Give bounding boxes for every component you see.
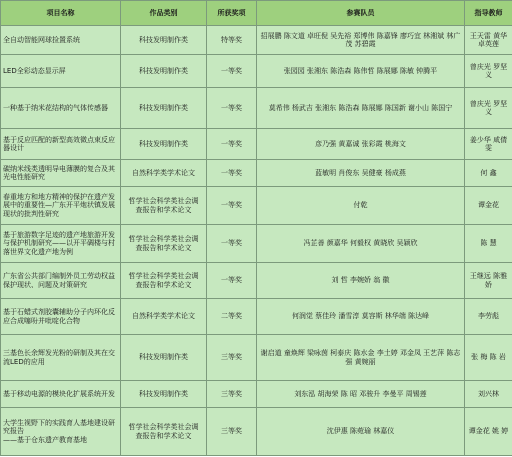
table-row (1, 187, 512, 225)
members-cell: 张园园 张湘东 陈浩森 陈伟哲 陈展娜 陈敏 钟腾平 (257, 55, 465, 88)
project-name-line: 基于旅游数字足迹的遗产地旅游开发与保护机制研究——以开平碉楼与村落世界文化遗产地为例 (3, 230, 115, 256)
project-name-cell (1, 381, 121, 408)
project-name-line: 全自动智能网球捡置系统 (3, 35, 80, 44)
award-cell: 三等奖 (207, 381, 257, 408)
award-cell: 三等奖 (207, 408, 257, 456)
teacher-cell: 谭金花 姚 婷 (465, 408, 512, 456)
category-line: 自然科学类学术论文 (132, 168, 195, 177)
project-name-cell (1, 88, 121, 129)
teacher-cell: 曾庆光 罗坚义 (465, 88, 512, 129)
table-row (1, 129, 512, 160)
members-cell: 蓝敏明 肖俊东 吴健豪 杨成燕 (257, 160, 465, 187)
award-cell: 二等奖 (207, 299, 257, 335)
table-row (1, 88, 512, 129)
teacher-cell: 陈 慧 (465, 225, 512, 263)
members-cell: 刘东泓 胡海荣 陈 昭 邓骏升 李曼平 周锡莲 (257, 381, 465, 408)
project-name-cell (1, 26, 121, 55)
header-teacher: 指导教师 (465, 1, 512, 26)
project-name-line: 基于反应匹配的新型高效微点束反应器设计 (3, 135, 115, 152)
category-line: 哲学社会科学类社会调 (128, 272, 199, 280)
members-cell: 招展鹏 陈文道 卓旺倪 吴先裕 郑博伟 陈嘉锋 廖巧宜 林湘斌 林广茂 苏碧霞 (257, 26, 465, 55)
teacher-cell: 谭金花 (465, 187, 512, 225)
project-name-cell (1, 187, 121, 225)
project-name-line: 碳纳米线类透明导电薄膜的复合及其光电性能研究 (3, 164, 115, 181)
header-project-name: 项目名称 (1, 1, 121, 26)
award-cell: 一等奖 (207, 187, 257, 225)
category-cell (121, 225, 207, 263)
category-line: 哲学社会科学类社会调 (128, 423, 199, 431)
category-line: 自然科学类学术论文 (132, 312, 195, 321)
header-award: 所获奖项 (207, 1, 257, 26)
project-name-cell (1, 55, 121, 88)
members-cell: 何润觉 蔡佳玲 潘雪淳 莫容斯 林华端 陈达峰 (257, 299, 465, 335)
header-category: 作品类别 (121, 1, 207, 26)
table-row (1, 160, 512, 187)
category-line: 查报告和学术论文 (135, 243, 192, 252)
category-cell (121, 55, 207, 88)
project-name-line: LED全彩动态显示屏 (3, 66, 66, 75)
table-header-row (1, 1, 512, 26)
award-cell: 一等奖 (207, 129, 257, 160)
members-cell: 沈伊惠 陈菀瑜 林嘉仪 (257, 408, 465, 456)
members-cell: 莫希伟 杨武吉 张湘东 陈浩森 陈展娜 陈国新 谢小山 陈国宁 (257, 88, 465, 129)
category-line: 哲学社会科学类社会调 (128, 197, 199, 205)
project-name-line: 基于石蜡式剂胶囊辅助分子内环化反应合成噻吩并吡啶化合物 (3, 308, 115, 325)
award-cell: 特等奖 (207, 26, 257, 55)
project-name-cell (1, 225, 121, 263)
project-name-line: 基于移动电源的模块化扩展系统开发 (3, 389, 115, 398)
table-row (1, 55, 512, 88)
members-cell: 刘 哲 李婉娇 翁 徽 (257, 263, 465, 299)
category-line: 科技发明制作类 (139, 353, 188, 362)
category-line: 科技发明制作类 (139, 66, 188, 75)
table-row (1, 408, 512, 456)
project-name-line: 广东省公共部门编制外员工劳动权益保护现状、问题及对策研究 (3, 272, 115, 289)
category-line: 科技发明制作类 (139, 139, 188, 148)
category-cell (121, 88, 207, 129)
table-row (1, 299, 512, 335)
category-line: 科技发明制作类 (139, 389, 188, 398)
project-name-cell (1, 160, 121, 187)
category-line: 科技发明制作类 (139, 35, 188, 44)
teacher-cell: 何 鑫 (465, 160, 512, 187)
category-cell (121, 381, 207, 408)
teacher-cell: 曾庆光 罗坚义 (465, 55, 512, 88)
project-name-cell (1, 129, 121, 160)
category-cell (121, 160, 207, 187)
project-name-cell (1, 263, 121, 299)
category-cell (121, 335, 207, 381)
teacher-cell: 王天雷 黄华 卓英莲 (465, 26, 512, 55)
teacher-cell: 刘兴林 (465, 381, 512, 408)
category-line: 查报告和学术论文 (135, 205, 192, 214)
members-cell: 冯芷善 颜嘉华 何毅权 黄晓欣 吴颖欣 (257, 225, 465, 263)
award-cell: 一等奖 (207, 55, 257, 88)
table-row (1, 335, 512, 381)
table-row (1, 225, 512, 263)
category-cell (121, 26, 207, 55)
project-name-line: ——基于仓东遗产教育基地 (3, 435, 87, 444)
award-cell: 一等奖 (207, 225, 257, 263)
table-row (1, 26, 512, 55)
award-cell: 一等奖 (207, 263, 257, 299)
project-name-line: 一种基于纳米花结构的气体传感器 (3, 103, 108, 112)
category-cell (121, 408, 207, 456)
category-line: 科技发明制作类 (139, 103, 188, 112)
category-line: 查报告和学术论文 (135, 431, 192, 440)
header-members: 参赛队员 (257, 1, 465, 26)
award-cell: 一等奖 (207, 88, 257, 129)
members-cell: 谢启道 童焕辉 梁咏茵 柯泰庆 陈水金 李土婷 邓金凤 王艺萍 陈志强 黄婉丽 (257, 335, 465, 381)
teacher-cell: 王继远 陈雅娇 (465, 263, 512, 299)
teacher-cell: 李劳彪 (465, 299, 512, 335)
category-cell (121, 299, 207, 335)
category-line: 哲学社会科学类社会调 (128, 235, 199, 243)
category-cell (121, 129, 207, 160)
teacher-cell: 张 梅 陈 岩 (465, 335, 512, 381)
project-name-line: 三基色长余辉发光粉的研制及其在交流LED的应用 (3, 349, 115, 366)
members-cell: 付乾 (257, 187, 465, 225)
members-cell: 彦乃强 黄嘉诚 张彩霞 桃海文 (257, 129, 465, 160)
table-row (1, 381, 512, 408)
category-cell (121, 263, 207, 299)
award-cell: 一等奖 (207, 160, 257, 187)
category-cell (121, 187, 207, 225)
project-name-line: 大学生视野下的实践育人基地建设研究报告 (3, 418, 115, 436)
project-name-cell (1, 408, 121, 456)
award-cell: 三等奖 (207, 335, 257, 381)
category-line: 查报告和学术论文 (135, 280, 192, 289)
teacher-cell: 姜少华 咸倩雯 (465, 129, 512, 160)
project-name-cell (1, 299, 121, 335)
project-name-line: 春重地方和地方精神的保护在遗产发展中的重要性—广东开平炮状镇发展现状的批判性研究 (3, 192, 115, 218)
table-row (1, 263, 512, 299)
project-name-cell (1, 335, 121, 381)
